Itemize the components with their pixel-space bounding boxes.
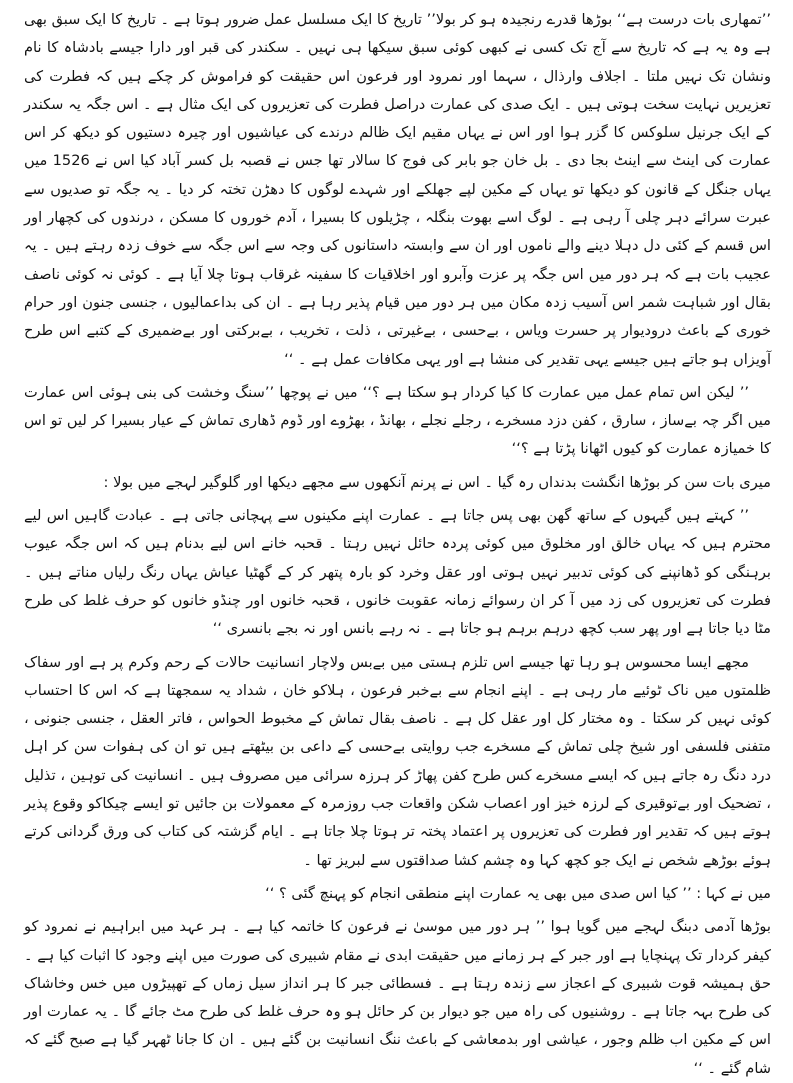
paragraph-helpless-humanity: مجھے ایسا محسوس ہو رہا تھا جیسے اس تلزم ہستی میں بےبس ولاچار انسانیت حالات کے رحم وکرم پر ہے اور سفاک ظلمتوں میں ناک ٹوئیے مار رہی ہے ۔ اپنے انجام سے بےخبر فرعون ، ہلاکو خان ، شداد یہ سمجھتا ہے کہ اس کا احتساب کوئی نہیں کر سکتا ۔ وہ مختار کل اور عقل کل ہے ۔ ناصف بقال تماش کے مخبوط الحواس ، فاتر العقل ، جنسی جنونی ، متفنی فلسفی اور شیخ چلی تماش کے مسخرے جب روایتی بےحسی کے داعی بن بیٹھتے ہیں تو ان کی ہفوات سن کر اہل درد دنگ رہ جاتے ہیں کہ ایسے مسخرے کس طرح کفن پھاڑ کر ہرزہ سرائی میں مصروف ہیں ۔ انسانیت کی توہین ، تذلیل ، تضحیک اور بےتوقیری کے لرزہ خیز اور اعصاب شکن واقعات جب روزمرہ کے معمولات بن جائیں تو ایسے چیکاکو وقوع پذیر ہوتے ہیں کہ تقدیر اور فطرت کی تعزیروں پر اعتماد پختہ تر ہوتا چلا جاتا ہے ۔ ایام گزشتہ کی کتاب کی ورق گردانی کرتے ہوئے بوڑھے شخص نے ایک جو کچھ کہا وہ چشم کشا صداقتوں سے لبریز تھا ۔ [24,653,771,869]
paragraph-history-lesson: ’’تمھاری بات درست ہے‘‘ بوڑھا قدرے رنجیدہ ہو کر بولا’’ تاریخ کا ایک مسلسل عمل ضرور ہوتا ہے ۔ تاریخ کا ایک سبق بھی ہے وہ یہ ہے کہ تاریخ سے آج تک کسی نے کبھی کوئی سبق سیکھا ہی نہیں ۔ سکندر کی قبر اور دارا جیسے بادشاہ کا نام ونشان تک نہیں ملتا ۔ اجلاف وارذال ، سہما اور نمرود اور فرعون اس حقیقت کو فراموش کر چکے ہیں کہ فطرت کی تعزیریں نہایت سخت ہوتی ہیں ۔ ایک صدی کی عمارت دراصل فطرت کی تعزیروں کی ایک مثال ہے ۔ اس جگہ یہ سکندر کے ایک جرنیل سلوکس کا گزر ہوا اور اس نے یہاں مقیم ایک ظالم درندے کی عیاشیوں اور چیرہ دستیوں کو دیکھ کر اس عمارت کی اینٹ سے اینٹ بجا دی ۔ بل خان جو بابر کی فوج کا سالار تھا جس نے قصبہ بل کسر آباد کیا اس نے 1526 میں یہاں جنگل کے قانون کو دیکھا تو یہاں کے مکین لپے جھلکے اور شہدے لوگوں کا دھڑن تختہ کر دیا ۔ یہ جگہ تو صدیوں سے عبرت سرائے دہر چلی آ رہی ہے ۔ لوگ اسے بھوت بنگلہ ، چڑیلوں کا بسیرا ، آدم خوروں کا مسکن ، درندوں کی کچھار اور اس قسم کے کئی دل دہلا دینے والے ناموں اور ان سے وابستہ داستانوں کی وجہ سے اس جگہ سے خوف زدہ رہتے ہیں ۔ یہ عجیب بات ہے کہ ہر دور میں اس جگہ پر عزت وآبرو اور اخلاقیات کا سفینہ غرقاب ہوتا چلا آیا ہے ۔ کوئی نہ کوئی ناصف بقال اور شباہت شمر اس آسیب زدہ مکان میں ہر دور میں قیام پذیر رہا ہے ۔ ان کی بداعمالیوں ، جنسی جنون اور حرام خوری کے باعث درودیوار پر حسرت ویاس ، بےحسی ، بےغیرتی ، ذلت ، تخریب ، بےبرکتی اور بےضمیری کے کتبے اس طرح آویزاں ہو جاتے ہیں جیسے یہی تقدیر کی منشا ہے اور یہی مکافات عمل ہے ۔ ‘‘ [23,11,771,368]
paragraph-question-building: ’’ لیکن اس تمام عمل میں عمارت کا کیا کردار ہو سکتا ہے ؟‘‘ میں نے پوچھا ’’سنگ وخشت کی بنی ہوئی اس عمارت میں اگر چہ بےساز ، سارق ، کفن دزد مسخرے ، رجلے نجلے ، بھانڈ ، بھڑوے اور ڈوم ڈھاری تماش کے عیار بسیرا کر لیں تو اس کا خمیازہ عمارت کو کیوں اٹھانا پڑتا ہے ؟‘‘ [24,383,771,458]
paragraph-my-question: میں نے کہا : ’’ کیا اس صدی میں بھی یہ عمارت اپنے منطقی انجام کو پہنچ گئی ؟ ‘‘ [265,884,771,902]
paragraph-old-man-answer: بوڑھا آدمی دبنگ لہجے میں گویا ہوا ’’ ہر دور میں موسیٰ نے فرعون کا خاتمہ کیا ہے ۔ ہر عہد میں ابراہیم نے نمرود کو کیفر کردار تک پہنچایا ہے اور جبر کے ہر زمانے میں حقیقت ابدی نے مقام شبیری کی صورت میں اپنے وجود کا اثبات کیا ہے ۔ حق ہمیشہ قوت شبیری کے اعجاز سے زندہ رہتا ہے ۔ فسطائی جبر کا ہر انداز سیل زماں کے تھپیڑوں میں خس وخاشاک کی طرح بہہ جاتا ہے ۔ روشنیوں کی راہ میں جو دیوار بن کر حائل ہو وہ حرف غلط کی طرح مٹ جائے گا ۔ یہ عمارت اور اس کے مکین اب ظلم وجور ، عیاشی اور بدمعاشی کے باعث ننگ انسانیت بن گئے ہیں ۔ ان کا جانا ٹھہر گیا ہے صبح گئے کہ شام گئے ۔ ‘‘ [24,918,771,1077]
paragraph-old-man-reaction: میری بات سن کر بوڑھا انگشت بدنداں رہ گیا ۔ اس نے پرنم آنکھوں سے مجھے دیکھا اور گلوگیر لہجے میں بولا : [103,473,771,491]
paragraph-wheat-proverb: ’’ کہتے ہیں گیہوں کے ساتھ گھن بھی پس جاتا ہے ۔ عمارت اپنے مکینوں سے پہچانی جاتی ہے ۔ عبادت گاہیں اس لیے محترم ہیں کہ یہاں خالق اور مخلوق میں کوئی پردہ حائل نہیں رہتا ۔ قحبہ خانے اس لیے بدنام ہیں کہ اس جگہ عیوب برہنگی کو ڈھانپنے کی کوئی تدبیر نہیں ہوتی اور عقل وخرد کو بارہ پتھر کر کے گھٹیا عیاش یہاں رنگ رلیاں مناتے ہیں ۔ فطرت کی تعزیروں کی زد میں آ کر ان رسوائے زمانہ عقوبت خانوں ، قحبہ خانوں اور چنڈو خانوں کو حرف غلط کی طرح مٹا دیا جاتا ہے اور پھر سب کچھ درہم برہم ہو جاتا ہے ۔ نہ رہے بانس اور نہ بجے بانسری ‘‘ [24,507,771,638]
